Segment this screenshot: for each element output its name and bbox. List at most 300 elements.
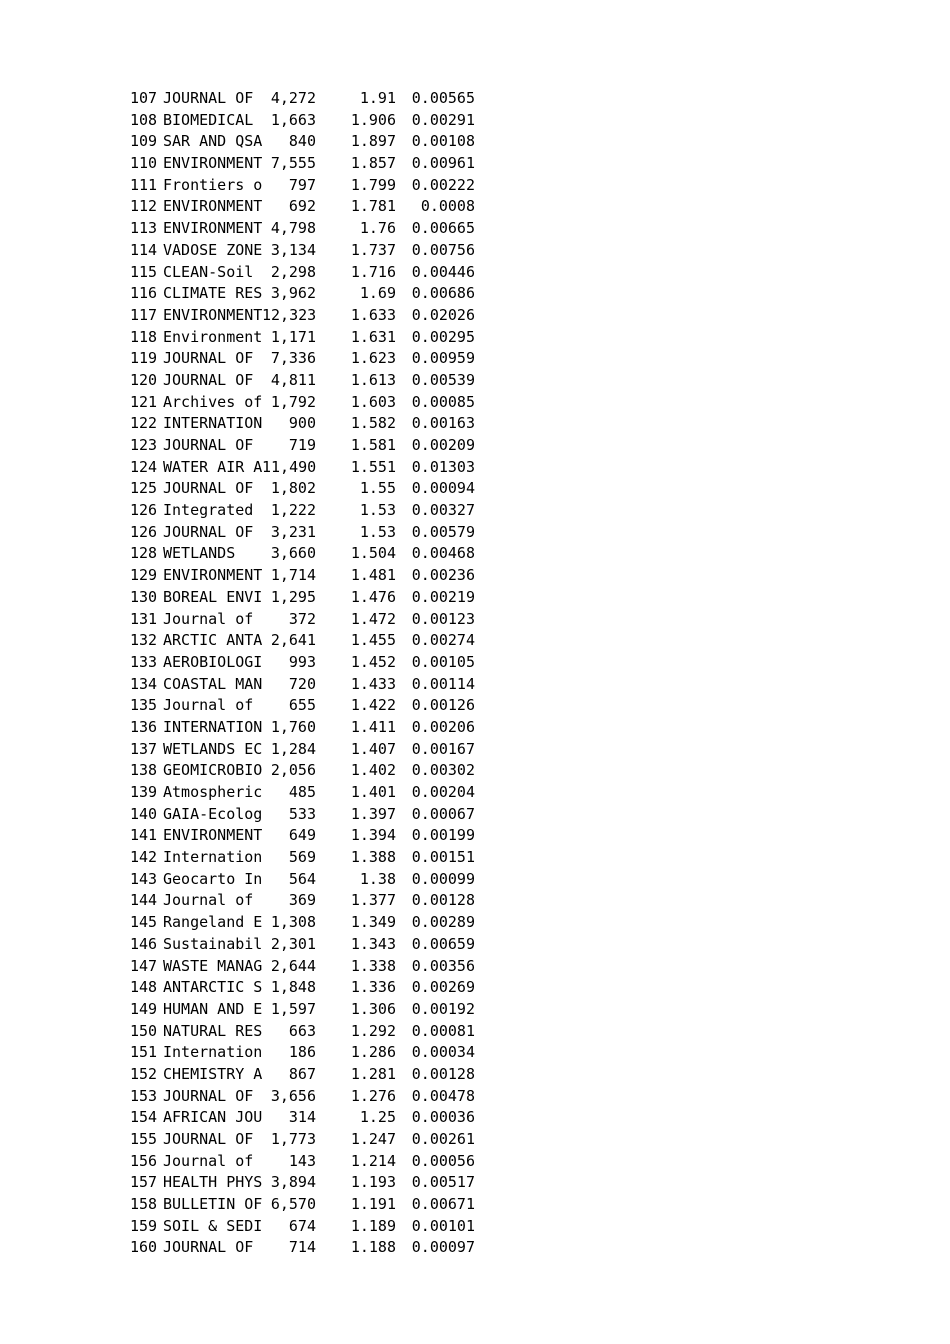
eigenfactor-cell: 0.00167 [411, 739, 475, 758]
journal-name-cell: BULLETIN OF [163, 1195, 263, 1214]
journal-name-cell: JOURNAL OF [163, 89, 254, 107]
eigenfactor-cell: 0.0008 [420, 197, 475, 216]
rank-cell: 119 [130, 349, 158, 368]
eigenfactor-cell: 0.00671 [411, 1195, 475, 1214]
eigenfactor-cell: 0.00199 [411, 826, 475, 845]
journal-name-cell: HUMAN AND E [163, 999, 263, 1018]
eigenfactor-cell: 0.00274 [411, 631, 475, 650]
table-row [130, 825, 490, 847]
total-cites-cell: 993 [288, 652, 316, 671]
impact-factor-cell: 1.481 [350, 566, 396, 585]
eigenfactor-cell: 0.00094 [411, 479, 475, 498]
journal-name-cell: HEALTH PHYS [163, 1173, 263, 1192]
impact-factor-cell: 1.394 [350, 826, 396, 845]
journal-name-cell: WETLANDS [163, 544, 236, 563]
eigenfactor-cell: 0.00081 [411, 1021, 475, 1040]
table-row [130, 305, 490, 327]
table-row [130, 522, 490, 544]
table-row [130, 890, 490, 912]
total-cites-cell: 3,231 [270, 522, 316, 541]
total-cites-cell: 1,760 [270, 717, 316, 736]
eigenfactor-cell: 0.00219 [411, 587, 475, 606]
impact-factor-cell: 1.343 [350, 934, 396, 953]
rank-cell: 107 [130, 89, 158, 107]
journal-name-cell: INTERNATION [163, 717, 263, 736]
impact-factor-cell: 1.55 [359, 479, 396, 498]
eigenfactor-cell: 0.00565 [411, 89, 475, 107]
total-cites-cell: 3,134 [270, 240, 316, 259]
table-row [130, 110, 490, 132]
journal-name-cell: Archives of [163, 392, 263, 411]
table-row [130, 739, 490, 761]
journal-name-cell: VADOSE ZONE [163, 240, 263, 259]
rank-cell: 121 [130, 392, 158, 411]
journal-name-cell: JOURNAL OF [163, 1238, 254, 1257]
total-cites-cell: 2,298 [270, 262, 316, 281]
eigenfactor-cell: 0.00356 [411, 956, 475, 975]
table-row [130, 630, 490, 652]
eigenfactor-cell: 0.00163 [411, 414, 475, 433]
eigenfactor-cell: 0.00289 [411, 913, 475, 932]
eigenfactor-cell: 0.00114 [411, 674, 475, 693]
eigenfactor-cell: 0.00327 [411, 501, 475, 520]
rank-cell: 136 [130, 717, 158, 736]
rank-cell: 157 [130, 1173, 158, 1192]
table-row [130, 348, 490, 370]
table-row [130, 262, 490, 284]
rank-cell: 129 [130, 566, 158, 585]
journal-name-cell: Internation [163, 1043, 263, 1062]
journal-name-cell: JOURNAL OF [163, 1130, 254, 1148]
eigenfactor-cell: 0.00291 [411, 110, 475, 129]
total-cites-cell: 663 [288, 1021, 316, 1040]
total-cites-cell: 719 [288, 436, 316, 454]
total-cites-cell: 4,798 [270, 219, 316, 238]
eigenfactor-cell: 0.00478 [411, 1086, 475, 1105]
journal-name-cell: AFRICAN JOU [163, 1108, 263, 1127]
journal-name-cell: Rangeland E [163, 913, 263, 932]
total-cites-cell: 3,962 [270, 284, 316, 303]
rank-cell: 144 [130, 891, 158, 910]
total-cites-cell: 2,056 [270, 761, 316, 780]
rank-cell: 134 [130, 674, 158, 693]
impact-factor-cell: 1.193 [350, 1173, 396, 1192]
impact-factor-cell: 1.292 [350, 1021, 396, 1040]
journal-name-cell: ARCTIC ANTA [163, 631, 263, 650]
impact-factor-cell: 1.897 [350, 132, 396, 151]
impact-factor-cell: 1.25 [359, 1108, 396, 1127]
journal-name-cell: JOURNAL OF [163, 370, 254, 389]
journal-name-cell: Frontiers o [163, 175, 263, 194]
impact-factor-cell: 1.286 [350, 1043, 396, 1062]
eigenfactor-cell: 0.00085 [411, 392, 475, 411]
journal-name-cell: GEOMICROBIO [163, 761, 263, 780]
rank-cell: 128 [130, 544, 158, 563]
journal-name-cell: Journal of [163, 696, 254, 715]
rank-cell: 117 [130, 305, 158, 324]
rank-cell: 125 [130, 479, 158, 498]
impact-factor-cell: 1.306 [350, 999, 396, 1018]
rank-cell: 139 [130, 783, 158, 801]
impact-factor-cell: 1.38 [359, 869, 396, 888]
total-cites-cell: 2,644 [270, 956, 316, 975]
journal-name-cell: JOURNAL OF [163, 479, 254, 498]
impact-factor-cell: 1.857 [350, 154, 396, 173]
rank-cell: 150 [130, 1021, 158, 1040]
impact-factor-cell: 1.433 [350, 674, 396, 693]
eigenfactor-cell: 0.00204 [411, 783, 475, 801]
rank-cell: 158 [130, 1195, 158, 1214]
impact-factor-cell: 1.551 [350, 457, 396, 476]
eigenfactor-cell: 0.00126 [411, 696, 475, 715]
journal-name-cell: Environment [163, 327, 263, 346]
journal-name-cell: SOIL & SEDI [163, 1216, 263, 1235]
journal-name-cell: BIOMEDICAL [163, 110, 254, 129]
total-cites-cell: 1,792 [270, 392, 316, 411]
total-cites-cell: 720 [288, 674, 316, 693]
rank-cell: 141 [130, 826, 158, 845]
journal-name-cell: ENVIRONMENT [163, 219, 263, 238]
total-cites-cell: 186 [288, 1043, 316, 1062]
eigenfactor-cell: 0.00959 [411, 349, 475, 368]
rank-cell: 160 [130, 1238, 158, 1257]
eigenfactor-cell: 0.00105 [411, 652, 475, 671]
eigenfactor-cell: 0.00517 [411, 1173, 475, 1192]
total-cites-cell: 314 [288, 1108, 316, 1127]
table-row [130, 88, 490, 110]
table-row [130, 869, 490, 891]
total-cites-cell: 1,597 [270, 999, 316, 1018]
table-row [130, 1216, 490, 1238]
total-cites-cell: 1,222 [270, 501, 316, 520]
journal-name-cell: Journal of [163, 609, 254, 628]
table-row [130, 435, 490, 457]
eigenfactor-cell: 0.00302 [411, 761, 475, 780]
table-row [130, 760, 490, 782]
rank-cell: 155 [130, 1130, 158, 1148]
table-row [130, 587, 490, 609]
eigenfactor-cell: 0.00192 [411, 999, 475, 1018]
journal-name-cell: INTERNATION [163, 414, 263, 433]
rank-cell: 137 [130, 739, 158, 758]
total-cites-cell: 564 [288, 869, 316, 888]
table-row [130, 674, 490, 696]
impact-factor-cell: 1.613 [350, 370, 396, 389]
impact-factor-cell: 1.76 [359, 219, 396, 238]
eigenfactor-cell: 0.00101 [411, 1216, 475, 1235]
total-cites-cell: 649 [288, 826, 316, 845]
eigenfactor-cell: 0.00686 [411, 284, 475, 303]
journal-name-cell: ENVIRONMENT [163, 566, 263, 585]
rank-cell: 156 [130, 1151, 158, 1170]
rank-cell: 114 [130, 240, 158, 259]
rank-cell: 147 [130, 956, 158, 975]
impact-factor-cell: 1.281 [350, 1064, 396, 1083]
total-cites-cell: 3,656 [270, 1086, 316, 1105]
table-row [130, 457, 490, 479]
eigenfactor-cell: 0.00446 [411, 262, 475, 281]
rank-cell: 148 [130, 978, 158, 997]
rank-cell: 126 [130, 522, 158, 541]
impact-factor-cell: 1.411 [350, 717, 396, 736]
impact-factor-cell: 1.91 [359, 89, 396, 107]
rank-cell: 151 [130, 1043, 158, 1062]
table-row [130, 652, 490, 674]
total-cites-cell: 1,773 [270, 1130, 316, 1148]
journal-name-cell: SAR AND QSA [163, 132, 263, 151]
eigenfactor-cell: 0.00097 [411, 1238, 475, 1257]
table-row [130, 999, 490, 1021]
impact-factor-cell: 1.247 [350, 1130, 396, 1148]
table-row [130, 175, 490, 197]
table-row [130, 609, 490, 631]
rank-cell: 131 [130, 609, 158, 628]
table-row [130, 218, 490, 240]
eigenfactor-cell: 0.00108 [411, 132, 475, 151]
eigenfactor-cell: 0.00056 [411, 1151, 475, 1170]
table-row [130, 1064, 490, 1086]
impact-factor-cell: 1.633 [350, 305, 396, 324]
impact-factor-cell: 1.407 [350, 739, 396, 758]
total-cites-cell: 372 [288, 609, 316, 628]
rank-cell: 111 [130, 175, 158, 194]
journal-name-cell: ENVIRONMENT [163, 154, 263, 173]
journal-name-cell: ENVIRONMENT [163, 826, 263, 845]
table-row [130, 370, 490, 392]
eigenfactor-cell: 0.00099 [411, 869, 475, 888]
rank-cell: 138 [130, 761, 158, 780]
rank-cell: 135 [130, 696, 158, 715]
impact-factor-cell: 1.422 [350, 696, 396, 715]
table-row [130, 934, 490, 956]
total-cites-cell: 674 [288, 1216, 316, 1235]
eigenfactor-cell: 0.00261 [411, 1130, 475, 1148]
table-row [130, 327, 490, 349]
table-row [130, 717, 490, 739]
rank-cell: 140 [130, 804, 158, 823]
table-row [130, 1172, 490, 1194]
total-cites-cell: 6,570 [270, 1195, 316, 1214]
journal-name-cell: Atmospheric [163, 783, 263, 801]
total-cites-cell: 2,641 [270, 631, 316, 650]
table-row [130, 478, 490, 500]
impact-factor-cell: 1.504 [350, 544, 396, 563]
total-cites-cell: 12,323 [262, 305, 317, 324]
table-row [130, 1237, 490, 1259]
table-row [130, 1129, 490, 1151]
impact-factor-cell: 1.623 [350, 349, 396, 368]
table-row [130, 847, 490, 869]
table-row [130, 956, 490, 978]
total-cites-cell: 485 [288, 783, 316, 801]
impact-factor-cell: 1.377 [350, 891, 396, 910]
table-row [130, 565, 490, 587]
eigenfactor-cell: 0.00295 [411, 327, 475, 346]
eigenfactor-cell: 0.00665 [411, 219, 475, 238]
table-row [130, 392, 490, 414]
table-row [130, 413, 490, 435]
total-cites-cell: 1,802 [270, 479, 316, 498]
table-row [130, 782, 490, 804]
eigenfactor-cell: 0.00269 [411, 978, 475, 997]
eigenfactor-cell: 0.00123 [411, 609, 475, 628]
eigenfactor-cell: 0.00222 [411, 175, 475, 194]
total-cites-cell: 797 [288, 175, 316, 194]
impact-factor-cell: 1.53 [359, 522, 396, 541]
rank-cell: 115 [130, 262, 158, 281]
rank-cell: 113 [130, 219, 158, 238]
eigenfactor-cell: 0.02026 [411, 305, 475, 324]
eigenfactor-cell: 0.00128 [411, 891, 475, 910]
rank-cell: 130 [130, 587, 158, 606]
journal-name-cell: JOURNAL OF [163, 349, 254, 368]
impact-factor-cell: 1.401 [350, 783, 396, 801]
total-cites-cell: 692 [288, 197, 316, 216]
table-row [130, 1086, 490, 1108]
journal-name-cell: Integrated [163, 501, 254, 520]
impact-factor-cell: 1.349 [350, 913, 396, 932]
impact-factor-cell: 1.191 [350, 1195, 396, 1214]
impact-factor-cell: 1.472 [350, 609, 396, 628]
eigenfactor-cell: 0.00236 [411, 566, 475, 585]
journal-name-cell: GAIA-Ecolog [163, 804, 263, 823]
total-cites-cell: 2,301 [270, 934, 316, 953]
journal-ranking-table [130, 88, 490, 1259]
journal-name-cell: WASTE MANAG [163, 956, 263, 975]
journal-name-cell: Journal of [163, 891, 254, 910]
journal-name-cell: CLIMATE RES [163, 284, 263, 303]
impact-factor-cell: 1.69 [359, 284, 396, 303]
total-cites-cell: 533 [288, 804, 316, 823]
eigenfactor-cell: 0.00579 [411, 522, 475, 541]
rank-cell: 145 [130, 913, 158, 932]
table-row [130, 912, 490, 934]
total-cites-cell: 569 [288, 848, 316, 867]
impact-factor-cell: 1.455 [350, 631, 396, 650]
rank-cell: 153 [130, 1086, 158, 1105]
impact-factor-cell: 1.906 [350, 110, 396, 129]
journal-name-cell: Sustainabil [163, 934, 263, 953]
rank-cell: 109 [130, 132, 158, 151]
rank-cell: 122 [130, 414, 158, 433]
total-cites-cell: 655 [288, 696, 316, 715]
impact-factor-cell: 1.388 [350, 848, 396, 867]
table-row [130, 1021, 490, 1043]
total-cites-cell: 7,336 [270, 349, 316, 368]
total-cites-cell: 11,490 [262, 457, 317, 476]
impact-factor-cell: 1.276 [350, 1086, 396, 1105]
eigenfactor-cell: 0.00034 [411, 1043, 475, 1062]
total-cites-cell: 1,663 [270, 110, 316, 129]
rank-cell: 120 [130, 370, 158, 389]
eigenfactor-cell: 0.00206 [411, 717, 475, 736]
impact-factor-cell: 1.402 [350, 761, 396, 780]
journal-name-cell: WETLANDS EC [163, 739, 263, 758]
table-row [130, 500, 490, 522]
impact-factor-cell: 1.214 [350, 1151, 396, 1170]
total-cites-cell: 4,811 [270, 370, 316, 389]
total-cites-cell: 1,171 [270, 327, 316, 346]
eigenfactor-cell: 0.00128 [411, 1064, 475, 1083]
rank-cell: 149 [130, 999, 158, 1018]
table-row [130, 153, 490, 175]
impact-factor-cell: 1.781 [350, 197, 396, 216]
journal-name-cell: NATURAL RES [163, 1021, 263, 1040]
total-cites-cell: 900 [288, 414, 316, 433]
journal-name-cell: ENVIRONMENT [163, 197, 263, 216]
impact-factor-cell: 1.737 [350, 240, 396, 259]
rank-cell: 124 [130, 457, 158, 476]
eigenfactor-cell: 0.00036 [411, 1108, 475, 1127]
impact-factor-cell: 1.716 [350, 262, 396, 281]
journal-name-cell: CLEAN-Soil [163, 262, 254, 281]
rank-cell: 154 [130, 1108, 158, 1127]
rank-cell: 126 [130, 501, 158, 520]
rank-cell: 123 [130, 436, 158, 454]
impact-factor-cell: 1.603 [350, 392, 396, 411]
rank-cell: 132 [130, 631, 158, 650]
impact-factor-cell: 1.338 [350, 956, 396, 975]
journal-name-cell: JOURNAL OF [163, 1086, 254, 1105]
table-row [130, 283, 490, 305]
impact-factor-cell: 1.336 [350, 978, 396, 997]
total-cites-cell: 1,848 [270, 978, 316, 997]
table-row [130, 196, 490, 218]
table-row [130, 1042, 490, 1064]
journal-name-cell: WATER AIR A [163, 457, 263, 476]
table-row [130, 131, 490, 153]
eigenfactor-cell: 0.00539 [411, 370, 475, 389]
impact-factor-cell: 1.189 [350, 1216, 396, 1235]
journal-name-cell: ENVIRONMENT [163, 305, 263, 324]
table-row [130, 1151, 490, 1173]
journal-name-cell: Geocarto In [163, 869, 263, 888]
journal-name-cell: Internation [163, 848, 263, 867]
eigenfactor-cell: 0.00209 [411, 436, 475, 454]
rank-cell: 110 [130, 154, 158, 173]
total-cites-cell: 1,714 [270, 566, 316, 585]
table-row [130, 1107, 490, 1129]
rank-cell: 146 [130, 934, 158, 953]
impact-factor-cell: 1.476 [350, 587, 396, 606]
journal-name-cell: AEROBIOLOGI [163, 652, 263, 671]
rank-cell: 116 [130, 284, 158, 303]
eigenfactor-cell: 0.01303 [411, 457, 475, 476]
journal-name-cell: ANTARCTIC S [163, 978, 263, 997]
journal-name-cell: Journal of [163, 1151, 254, 1170]
total-cites-cell: 1,308 [270, 913, 316, 932]
table-row [130, 1194, 490, 1216]
eigenfactor-cell: 0.00961 [411, 154, 475, 173]
table-row [130, 543, 490, 565]
impact-factor-cell: 1.397 [350, 804, 396, 823]
impact-factor-cell: 1.581 [350, 436, 396, 454]
journal-name-cell: BOREAL ENVI [163, 587, 263, 606]
impact-factor-cell: 1.799 [350, 175, 396, 194]
rank-cell: 133 [130, 652, 158, 671]
total-cites-cell: 7,555 [270, 154, 316, 173]
eigenfactor-cell: 0.00067 [411, 804, 475, 823]
table-row [130, 804, 490, 826]
total-cites-cell: 714 [288, 1238, 316, 1257]
impact-factor-cell: 1.53 [359, 501, 396, 520]
rank-cell: 159 [130, 1216, 158, 1235]
eigenfactor-cell: 0.00659 [411, 934, 475, 953]
total-cites-cell: 1,284 [270, 739, 316, 758]
eigenfactor-cell: 0.00468 [411, 544, 475, 563]
total-cites-cell: 143 [288, 1151, 316, 1170]
total-cites-cell: 867 [288, 1064, 316, 1083]
